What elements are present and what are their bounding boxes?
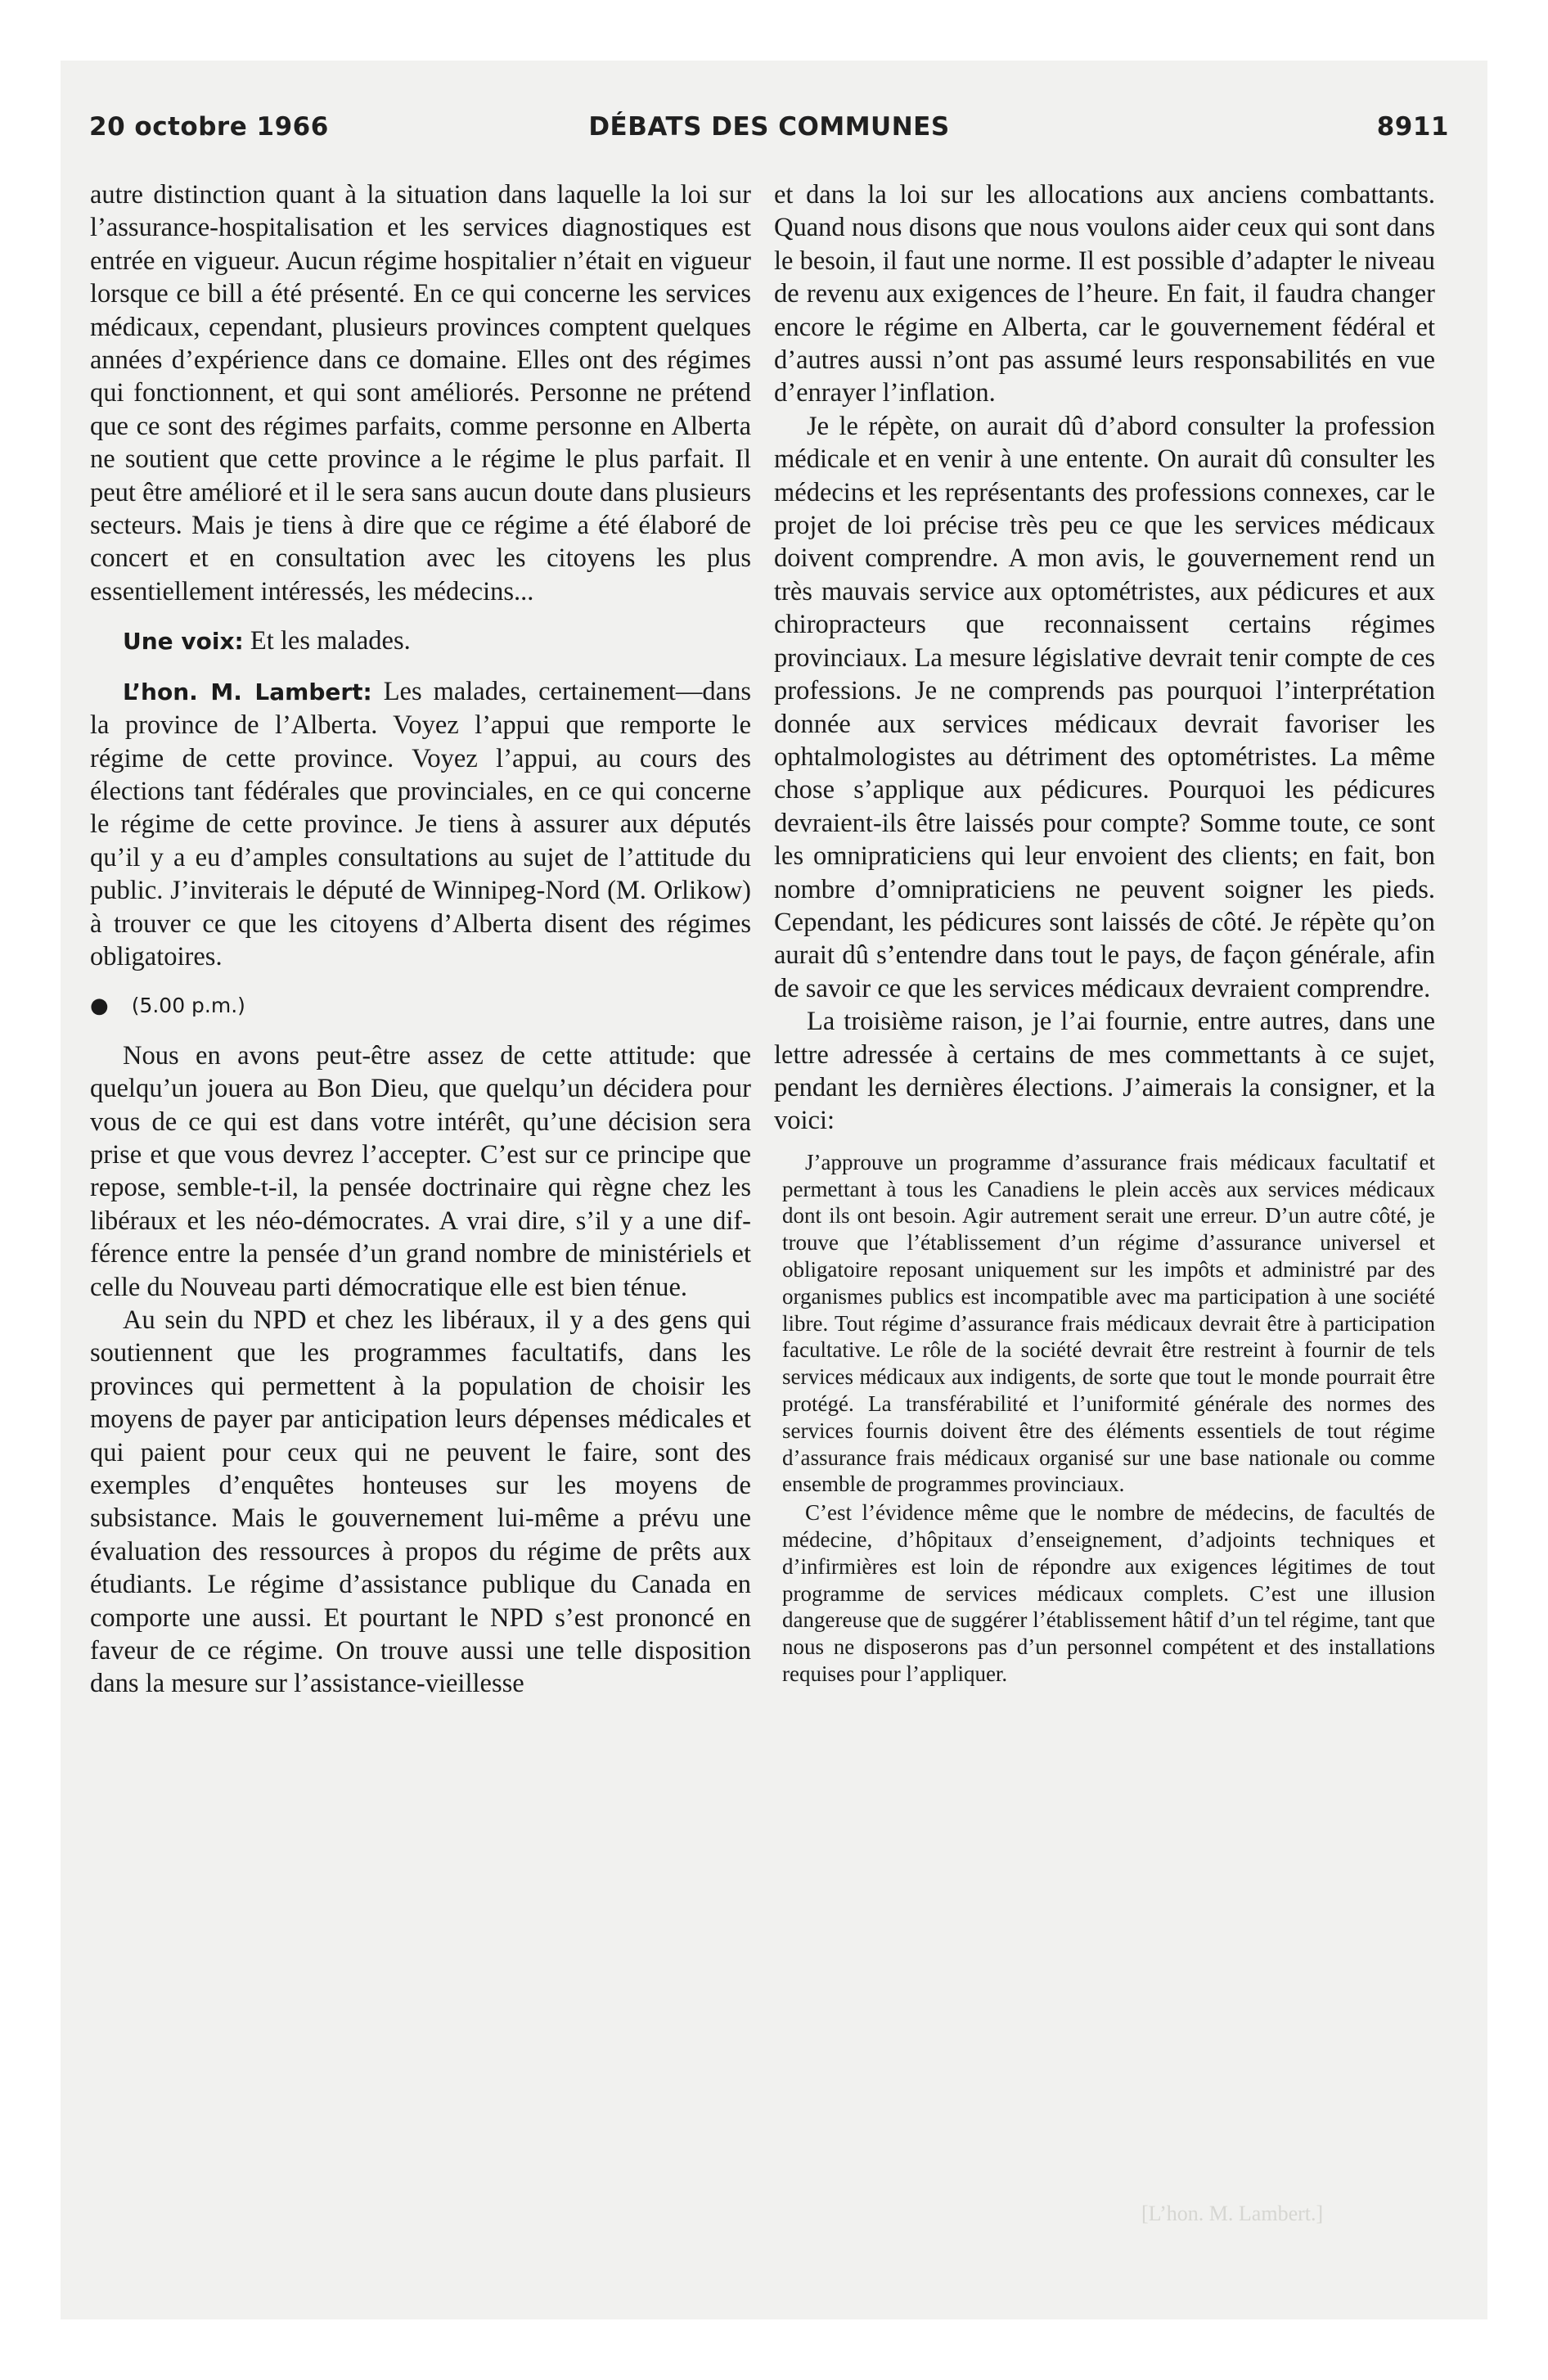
- right-paragraph-1: et dans la loi sur les allocations aux anciens combattants. Quand nous disons que nous voulons aider ceux qui sont dans le besoin, il faut une norme. Il est possible d’adapter le niveau de revenu aux exigences de l’heure. En fait, il faudra changer encore le régime en Alberta, car le gouvernement fédéral et d’autres aussi n’ont pas assumé leurs responsabilités en vue d’enrayer l’inflation.: [774, 180, 1435, 408]
- right-paragraph-3: La troisième raison, je l’ai fournie, entre autres, dans une lettre adressée à certains de mes commettants à ce sujet, pendant les dernières élections. J’aimerais la consigner, et la voici:: [774, 1007, 1435, 1136]
- quote-paragraph-1: J’approuve un programme d’assurance frais médicaux facultatif et permettant à tous les Canadiens le plein accès aux services médicaux dont ils ont besoin. Agir autrement serait une erreur. D’un autre côté, je trouve que l’établissement d’un régime d’assurance universel et obligatoire reposant uniquement sur les impôts et administré par des organismes publics est incompatible avec ma participation à une société libre. Tout régime d’assurance frais médicaux devrait être à participation facultative. Le rôle de la société devrait être restreint à fournir de tels services médicaux aux indigents, de sorte que tout le monde pourrait être protégé. La transférabilité et l’uniformité générale des normes des services fournis doivent être des éléments essentiels de tout régime d’assurance frais médicaux organisé sur une base nationale ou comme ensemble de programmes provinciaux.: [782, 1149, 1435, 1497]
- speaker-label: L’hon. M. Lambert:: [123, 678, 372, 705]
- right-paragraph-2: Je le répète, on aurait dû d’abord consulter la profession médicale et en venir à une entente. On aurait dû consulter les médecins et les représentants des professions connexes, car le projet de loi précise très peu ce que les services médicaux doivent comprendre. A mon avis, le gouvernement rend un très mauvais service aux optométristes, aux pédicures et aux chiropracteurs que reconnaissent certains régimes provinciaux. La mesure législative devrait tenir compte de ces professions. Je ne comprends pas pourquoi l’interprétation donnée aux services médicaux devrait favoriser les ophtalmologistes au détriment des optométristes. La même chose s’applique aux pédicures. Pourquoi les pédicures devraient-ils être laissés pour compte? Somme toute, ce sont les omnipraticiens qui leur envoient des clients; en fait, bon nombre d’omnipraticiens ne peuvent soigner les pieds. Cependant, les pédicures sont laissés de côté. Je répète qu’on aurait dû s’entendre dans tout le pays, de façon générale, afin de savoir ce que les services médicaux devraient comprendre.: [774, 411, 1435, 1003]
- left-column: [90, 178, 751, 1701]
- header-title: DÉBATS DES COMMUNES: [588, 112, 950, 142]
- speaker-paragraph-une-voix: [90, 624, 751, 658]
- speaker-paragraph-lambert: [90, 675, 751, 974]
- quoted-letter: [782, 1149, 1435, 1688]
- left-paragraph-1: autre distinction quant à la situation dans laquelle la loi sur l’assurance-hospitalisation et les services diagnostiques est entrée en vigueur. Aucun régime hospitalier n’était en vigueur lorsque ce bill a été présenté. En ce qui concerne les services médicaux, cependant, plusieurs provinces comptent quelques années d’expérience dans ce domaine. Elles ont des régimes qui fonctionnent, et qui sont améliorés. Personne ne prétend que ce sont des régimes parfaits, comme personne en Alberta ne soutient que cette province a le régime le plus parfait. Il peut être amélioré et il le sera sans aucun doute dans plusieurs secteurs. Mais je tiens à dire que ce régime a été élaboré de concert et en consultation avec les citoyens les plus essentiellement intéressés, les médecins...: [90, 180, 751, 606]
- right-column: [774, 178, 1435, 1688]
- speaker-label: Une voix:: [123, 628, 244, 656]
- timestamp-text: (5.00 p.m.): [131, 994, 245, 1018]
- header-page-number: 8911: [1376, 112, 1449, 142]
- left-paragraph-4: Nous en avons peut-être assez de cette attitude: que quelqu’un jouera au Bon Dieu, que quelqu’un décidera pour vous de ce qui est dans votre intérêt, qu’une décision sera prise et que vous devrez l’accepter. C’est sur ce principe que repose, semble-t-il, la pensée doctrinaire qui règne chez les libéraux et les néo-démocrates. A vrai dire, s’il y a une différence entre la pensée d’un grand nombre de ministériels et celle du Nouveau parti démocratique elle est bien ténue.: [90, 1040, 751, 1302]
- left-paragraph-5: Au sein du NPD et chez les libéraux, il y a des gens qui soutiennent que les programmes facultatifs, dans les provinces qui permettent à la population de choisir les moyens de payer par anticipation leurs dépenses médicales et qui paient pour ceux qui ne peuvent le faire, sont des exemples d’enquêtes honteuses sur les moyens de subsistance. Mais le gouvernement lui-même a prévu une évaluation des ressources à propos du régime de prêts aux étudiants. Le régime d’assistance publique du Canada en comporte une aussi. Et pourtant le NPD s’est prononcé en faveur de ce régime. On trouve aussi une telle disposition dans la mesure sur l’assistance-vieillesse: [90, 1305, 751, 1699]
- timestamp: [90, 989, 751, 1022]
- page-header: [89, 112, 1449, 155]
- header-date: 20 octobre 1966: [89, 112, 329, 142]
- speech-text: Et les malades.: [250, 626, 411, 656]
- speech-text: Les malades, certainement—dans la province de l’Alberta. Voyez l’appui que remporte le régime de cette province. Voyez l’appui, au cours des élections tant fédérales que provinciales, en ce qui concerne le régime de cette province. Je tiens à assurer aux députés qu’il y a eu d’amples consultations au sujet de l’attitude du public. J’inviterais le député de Winnipeg-Nord (M. Orlikow) à trouver ce que les citoyens d’Alberta disent des régimes obligatoires.: [90, 676, 752, 971]
- bleed-through-text: [L’hon. M. Lambert.]: [1141, 2202, 1324, 2225]
- quote-paragraph-2: C’est l’évidence même que le nombre de médecins, de facultés de médecine, d’hôpitaux d’enseignement, d’adjoints techniques et d’infirmières est loin de répondre aux exigences légitimes de tout programme de services médicaux complets. C’est une illusion dangereuse que de suggérer l’établissement hâtif d’un tel régime, tant que nous ne disposerons pas d’un personnel compétent et des installations requises pour l’appliquer.: [782, 1500, 1435, 1686]
- bullet-icon: ●: [90, 994, 109, 1019]
